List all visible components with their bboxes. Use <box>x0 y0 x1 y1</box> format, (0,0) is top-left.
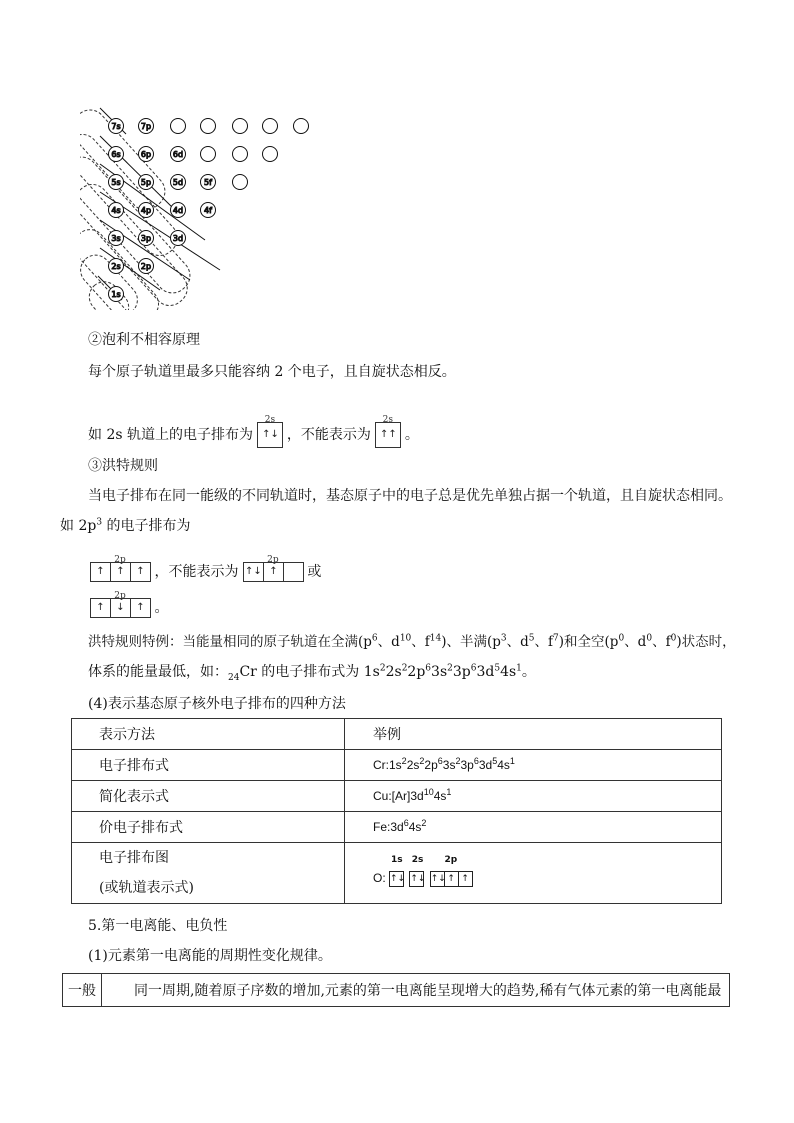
orbital-cell: ↑ <box>110 562 131 582</box>
table-row <box>63 974 730 1007</box>
sup: 2 <box>421 818 427 828</box>
oxygen-orbital-boxes <box>373 871 472 887</box>
pauli-example-prefix: 如 2s 轨道上的电子排布为 <box>88 427 253 443</box>
hund-heading <box>88 456 158 476</box>
method-line1: 电子排布图 <box>99 850 169 866</box>
orbital-box-2s-wrong <box>375 415 400 448</box>
txt: 3s <box>431 664 448 680</box>
method-line2: (或轨道表示式) <box>99 880 194 896</box>
orbital-label: 4p <box>140 206 152 215</box>
txt: 3s <box>442 758 456 772</box>
sup: 2 <box>379 663 386 674</box>
txt: 、d <box>377 634 400 650</box>
orbital-label: 4s <box>111 206 121 215</box>
txt: 2p <box>407 664 426 680</box>
txt: Cr:1s <box>373 758 402 772</box>
hund-heading-text: ③洪特规则 <box>88 458 158 474</box>
orbital-label-2p: 2p <box>114 591 126 601</box>
sup: 6 <box>437 756 443 766</box>
txt: 4s <box>433 789 447 803</box>
example-cell <box>345 812 722 843</box>
txt: 2s <box>385 664 402 680</box>
sup: 1 <box>446 787 452 797</box>
orbital-label: 6d <box>172 150 184 159</box>
txt: 4s <box>408 820 422 834</box>
sup: 6 <box>371 633 378 644</box>
sup: 2 <box>401 663 408 674</box>
orbital-label: 3p <box>140 234 152 243</box>
pauli-text <box>88 362 456 382</box>
methods-table <box>71 718 722 904</box>
txt: 2p <box>424 758 438 772</box>
section5-heading <box>88 916 227 936</box>
sup: 5 <box>492 756 498 766</box>
orbital-label: 2s <box>111 262 121 271</box>
txt: 、f <box>534 634 554 650</box>
hund-or: 或 <box>307 564 322 580</box>
txt: 4s <box>497 758 510 772</box>
orbital-cell: ↓ <box>110 598 131 618</box>
orbital-label-2p: 2p <box>267 555 279 565</box>
sup: 2 <box>455 756 461 766</box>
table-header-method: 表示方法 <box>72 719 345 750</box>
pauli-text-content: 每个原子轨道里最多只能容纳 2 个电子，且自旋状态相反。 <box>88 364 456 380</box>
hund-text-content: 当电子排布在同一能级的不同轨道时，基态原子中的电子总是优先单独占据一个轨道，且自旋状态相同。 <box>88 488 732 504</box>
txt: Fe:3d <box>373 820 404 834</box>
example-cell <box>345 781 722 812</box>
txt: )和全空(p <box>558 634 619 650</box>
label-1s: 1s <box>391 855 403 865</box>
txt: )状态时， <box>676 634 736 650</box>
label-cell: 一般 <box>63 974 102 1007</box>
sup: 2 <box>419 756 425 766</box>
sup: 2 <box>401 756 407 766</box>
sub: 24 <box>228 672 240 683</box>
sup: 3 <box>96 517 103 528</box>
sup: 5 <box>494 663 501 674</box>
orbital-cell: ↑ <box>444 871 459 887</box>
sup: 14 <box>429 633 442 644</box>
ionization-table <box>62 973 730 1007</box>
txt: 、f <box>411 634 430 650</box>
section4-heading-text: (4)表示基态原子核外电子排布的四种方法 <box>88 696 346 712</box>
hund-special-line2 <box>88 662 536 682</box>
sup: 6 <box>425 663 432 674</box>
method-cell: 价电子排布式 <box>72 812 345 843</box>
txt: 体系的能量最低，如： <box>88 664 228 680</box>
pauli-heading <box>88 330 200 350</box>
orbital-cell: ↑↓ <box>243 562 264 582</box>
table-row <box>72 781 722 812</box>
pauli-example <box>88 415 419 448</box>
txt: 3p <box>460 758 474 772</box>
txt: 3p <box>452 664 471 680</box>
orbital-label-2s: 2s <box>382 415 394 425</box>
table-row <box>72 843 722 904</box>
orbital-box-2p-wrong2 <box>90 591 150 618</box>
orbital-box-2p-correct <box>90 555 150 582</box>
hund-example-row1 <box>90 555 322 582</box>
orbital-label: 5d <box>172 178 184 187</box>
section4-heading <box>88 694 346 714</box>
pauli-example-mid: ，不能表示为 <box>286 427 371 443</box>
orbital-label: 5p <box>140 178 152 187</box>
orbital-box-2s-correct <box>257 415 282 448</box>
orbital-cell: ↑↓ <box>257 422 283 448</box>
orbital-label: 6s <box>111 150 121 159</box>
orbital-cell: ↑ <box>130 562 151 582</box>
sup: 6 <box>473 756 479 766</box>
orbital-cell: ↑↓ <box>409 871 424 887</box>
sup: 0 <box>670 633 677 644</box>
pauli-example-end: 。 <box>404 427 419 443</box>
orbital-cell: ↑ <box>90 598 111 618</box>
method-cell: 电子排布式 <box>72 750 345 781</box>
sup: 1 <box>509 756 515 766</box>
label-2s: 2s <box>411 855 424 865</box>
txt: Cr 的电子排布式为 1s <box>239 664 380 680</box>
txt: 、d <box>506 634 529 650</box>
hund-special-line1 <box>88 632 736 652</box>
orbital-label: 7p <box>140 122 152 131</box>
section5-sub <box>88 946 332 966</box>
txt: 、f <box>652 634 671 650</box>
txt: Cu:[Ar]3d <box>373 789 424 803</box>
hund-example-row2 <box>90 591 169 618</box>
txt: 4s <box>500 664 517 680</box>
sup: 6 <box>470 663 477 674</box>
table-row <box>72 812 722 843</box>
orbital-filling-order-diagram <box>80 100 320 310</box>
orbital-box-2p-wrong1 <box>243 555 303 582</box>
sup: 1 <box>516 663 522 674</box>
sup: 7 <box>553 633 559 644</box>
orbital-label: 6p <box>140 150 152 159</box>
sup: 6 <box>403 818 409 828</box>
orbital-cell: ↑ <box>90 562 111 582</box>
sup: 2 <box>447 663 453 674</box>
txt: )、半满(p <box>441 634 501 650</box>
orbital-label-2p: 2p <box>114 555 126 565</box>
method-cell: 简化表示式 <box>72 781 345 812</box>
orbital-label: 1s <box>111 290 121 299</box>
oxygen-orbital-labels <box>391 855 457 865</box>
orbital-cell: ↑↓ <box>430 871 445 887</box>
orbital-label: 3s <box>111 234 121 243</box>
content-cell: 同一周期,随着原子序数的增加,元素的第一电离能呈现增大的趋势,稀有气体元素的第一电离能最 <box>102 974 730 1007</box>
txt: 、d <box>624 634 647 650</box>
section5-heading-text: 5.第一电离能、电负性 <box>88 918 228 934</box>
sup: 10 <box>423 787 434 797</box>
table-row <box>72 750 722 781</box>
table-header-example: 举例 <box>345 719 722 750</box>
orbital-label: 5s <box>111 178 121 187</box>
pauli-heading-text: ②泡利不相容原理 <box>88 332 200 348</box>
orbital-label-2s: 2s <box>264 415 276 425</box>
sup: 5 <box>528 633 535 644</box>
hund-text <box>88 486 732 506</box>
orbital-label: 3d <box>172 234 184 243</box>
orbital-cell: ↑ <box>263 562 284 582</box>
orbital-label: 4f <box>204 206 212 215</box>
table-header-row <box>72 719 722 750</box>
orbital-label: 5f <box>204 178 212 187</box>
txt: 2s <box>406 758 420 772</box>
label-2p: 2p <box>444 855 458 865</box>
example-cell-orbital-diagram <box>345 843 722 904</box>
hund-text2 <box>60 516 191 536</box>
txt: 洪特规则特例：当能量相同的原子轨道在全满(p <box>88 634 372 650</box>
orbital-label: 4d <box>172 206 184 215</box>
hund-text2-suffix: 的电子排布为 <box>102 518 191 534</box>
hund-mid: ，不能表示为 <box>154 564 239 580</box>
hund-text2-prefix: 如 2p <box>60 518 97 534</box>
txt: 3d <box>478 758 493 772</box>
orbital-cell: ↑ <box>458 871 473 887</box>
oxygen-prefix: O: <box>373 871 386 886</box>
sup: 10 <box>399 633 412 644</box>
orbital-circles <box>109 119 309 302</box>
sup: 0 <box>646 633 653 644</box>
orbital-label: 2p <box>140 262 152 271</box>
orbital-cell: ↑ <box>130 598 151 618</box>
orbital-cell: ↑↓ <box>389 871 404 887</box>
sup: 0 <box>618 633 625 644</box>
txt: 。 <box>521 664 536 680</box>
example-cell <box>345 750 722 781</box>
orbital-label: 7s <box>111 122 121 131</box>
section5-sub-text: (1)元素第一电离能的周期性变化规律。 <box>88 948 332 964</box>
orbital-cell: ↑↑ <box>375 422 401 448</box>
sup: 3 <box>500 633 507 644</box>
method-cell <box>72 843 345 904</box>
hund-end: 。 <box>154 600 169 616</box>
txt: 3d <box>476 664 495 680</box>
